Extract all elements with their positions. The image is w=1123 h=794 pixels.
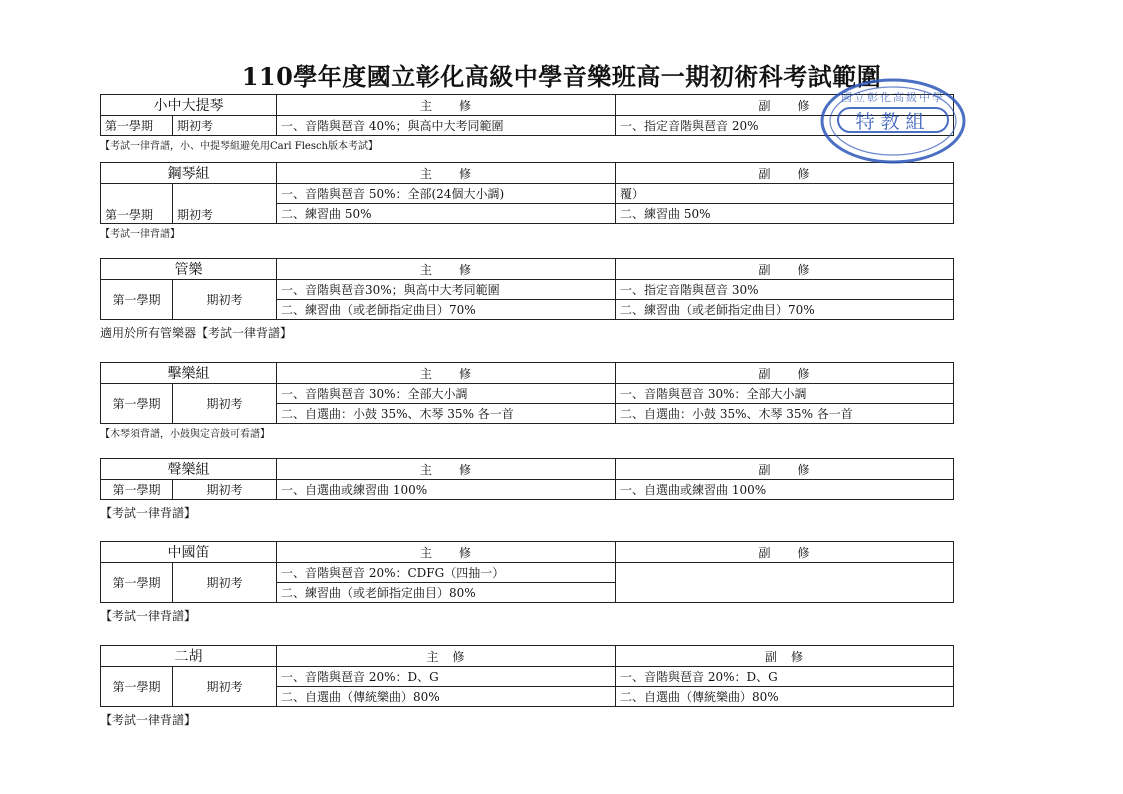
main-item: 一、音階與琶音 30%：全部大小調 [277, 384, 616, 404]
school-stamp [820, 78, 966, 164]
section-note: 適用於所有管樂器【考試一律背譜】 [100, 326, 293, 340]
minor-item: 一、音階與琶音 20%：D、G [616, 667, 954, 687]
table-row [101, 480, 954, 500]
group-name: 管樂 [101, 259, 277, 280]
voice-table [100, 458, 954, 500]
main-header: 主 修 [277, 459, 616, 480]
minor-item: 覆） [616, 184, 954, 204]
minor-item: 一、指定音階與琶音 20% [616, 116, 954, 136]
semester-cell: 第一學期 [101, 667, 173, 707]
minor-header: 副 修 [616, 646, 954, 667]
main-header: 主 修 [277, 646, 616, 667]
table-header-row [101, 363, 954, 384]
minor-header: 副 修 [616, 542, 954, 563]
main-item: 二、練習曲（或老師指定曲目）70% [277, 300, 616, 320]
main-item: 一、音階與琶音30%；與高中大考同範圍 [277, 280, 616, 300]
table-header-row [101, 459, 954, 480]
main-item: 一、自選曲或練習曲 100% [277, 480, 616, 500]
main-item: 一、音階與琶音 20%：CDFG（四抽一） [277, 563, 616, 583]
minor-item: 一、音階與琶音 30%：全部大小調 [616, 384, 954, 404]
section-winds [100, 258, 953, 341]
table-row [101, 280, 954, 300]
exam-cell: 期初考 [173, 563, 277, 603]
exam-cell: 期初考 [173, 667, 277, 707]
semester-cell: 第一學期 [101, 480, 173, 500]
section-note: 【木琴須背譜，小鼓與定音鼓可看譜】 [100, 429, 270, 440]
group-name: 鋼琴組 [101, 163, 277, 184]
percussion-table [100, 362, 954, 424]
main-header: 主 修 [277, 363, 616, 384]
minor-empty-cell [616, 563, 954, 603]
minor-item: 二、自選曲：小鼓 35%、木琴 35% 各一首 [616, 404, 954, 424]
exam-cell: 期初考 [173, 480, 277, 500]
table-row [101, 563, 954, 583]
minor-header: 副 修 [616, 95, 954, 116]
section-percussion [100, 362, 953, 440]
minor-header: 副 修 [616, 459, 954, 480]
minor-item: 一、指定音階與琶音 30% [616, 280, 954, 300]
table-header-row [101, 259, 954, 280]
main-item: 二、自選曲（傳統樂曲）80% [277, 687, 616, 707]
minor-item: 二、自選曲（傳統樂曲）80% [616, 687, 954, 707]
table-row [101, 667, 954, 687]
group-name: 小中大提琴 [101, 95, 277, 116]
section-note: 【考試一律背譜，小、中提琴組避免用Carl Flesch版本考試】 [100, 141, 378, 152]
main-item: 一、音階與琶音 50%：全部(24個大小調) [277, 184, 616, 204]
section-note: 【考試一律背譜】 [100, 506, 197, 520]
semester-cell: 第一學期 [101, 184, 173, 224]
group-name: 擊樂組 [101, 363, 277, 384]
table-header-row [101, 542, 954, 563]
minor-item: 二、練習曲（或老師指定曲目）70% [616, 300, 954, 320]
table-header-row [101, 163, 954, 184]
section-note: 【考試一律背譜】 [100, 713, 197, 727]
exam-cell: 期初考 [173, 384, 277, 424]
dizi-table [100, 541, 954, 603]
semester-cell: 第一學期 [101, 384, 173, 424]
group-name: 聲樂組 [101, 459, 277, 480]
table-row [101, 184, 954, 204]
minor-header: 副 修 [616, 163, 954, 184]
exam-cell: 期初考 [173, 116, 277, 136]
main-item: 二、練習曲 50% [277, 204, 616, 224]
section-dizi [100, 541, 953, 624]
winds-table [100, 258, 954, 320]
main-header: 主 修 [277, 95, 616, 116]
section-note: 【考試一律背譜】 [100, 229, 180, 240]
svg-text:國立彰化高級中學: 國立彰化高級中學 [841, 91, 945, 104]
page-title: 110學年度國立彰化高級中學音樂班高一期初術科考試範圍 [241, 62, 882, 91]
minor-header: 副 修 [616, 363, 954, 384]
main-header: 主 修 [277, 542, 616, 563]
table-header-row [101, 646, 954, 667]
group-name: 二胡 [101, 646, 277, 667]
section-piano [100, 162, 953, 240]
main-header: 主 修 [277, 163, 616, 184]
semester-cell: 第一學期 [101, 280, 173, 320]
main-item: 一、音階與琶音 20%：D、G [277, 667, 616, 687]
main-item: 一、音階與琶音 40%；與高中大考同範圍 [277, 116, 616, 136]
minor-item: 一、自選曲或練習曲 100% [616, 480, 954, 500]
section-erhu [100, 645, 953, 728]
minor-item: 二、練習曲 50% [616, 204, 954, 224]
main-item: 二、練習曲（或老師指定曲目）80% [277, 583, 616, 603]
table-row [101, 384, 954, 404]
semester-cell: 第一學期 [101, 116, 173, 136]
group-name: 中國笛 [101, 542, 277, 563]
svg-text:特教組: 特教組 [855, 111, 931, 133]
minor-header: 副 修 [616, 259, 954, 280]
section-voice [100, 458, 953, 521]
exam-cell: 期初考 [173, 184, 277, 224]
erhu-table [100, 645, 954, 707]
exam-cell: 期初考 [173, 280, 277, 320]
piano-table [100, 162, 954, 224]
semester-cell: 第一學期 [101, 563, 173, 603]
main-item: 二、自選曲：小鼓 35%、木琴 35% 各一首 [277, 404, 616, 424]
section-note: 【考試一律背譜】 [100, 609, 197, 623]
main-header: 主 修 [277, 259, 616, 280]
